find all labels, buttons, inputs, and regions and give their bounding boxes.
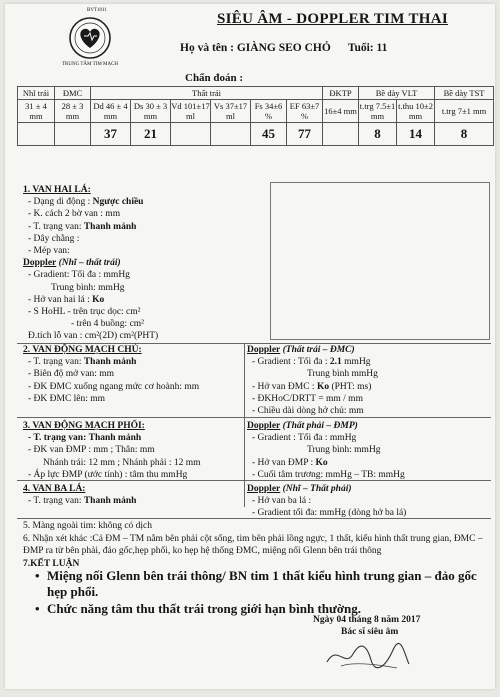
table-values-row [18,123,494,146]
section-title: 1. VAN HAI LÁ: [23,185,91,195]
norm-cell: Ds 30 ± 3 mm [131,100,171,123]
field-label: Trung bình: mmHg [307,445,381,456]
field-label: - Gradient: Tối đa : mmHg [28,270,130,281]
section-tricuspid [23,483,248,507]
header-cell: Nhĩ trái [18,87,55,100]
field-label: - ĐK ĐMC xuống ngang mức cơ hoành: mm [28,381,200,392]
logo-caption: TRUNG TÂM TIM MẠCH [61,62,119,67]
measurement-table [17,86,494,146]
field-value: Thanh mảnh [83,357,137,368]
field-label: - Hở van ĐMC : [252,381,315,392]
table-norm-row [18,100,494,123]
value-cell [18,123,55,146]
value-cell [55,123,91,146]
patient-line [180,42,387,54]
field-value: Thanh mảnh [88,433,142,444]
section-tricuspid-doppler [247,483,487,520]
conclusion-item: • Chức năng tâm thu thất trái trong giới hạn bình thường. [35,601,362,616]
section-title: 4. VAN BA LÁ: [23,484,86,494]
signature [323,638,413,674]
field-label: - Mép van: [28,246,70,257]
age-label: Tuổi: [347,42,374,54]
field-label: Nhánh trái: 12 mm ; Nhánh phải : 12 mm [43,457,201,468]
norm-cell: 31 ± 4 mm [18,100,55,123]
field-value: Thanh mảnh [83,496,137,507]
norm-cell: 28 ± 3 mm [55,100,91,123]
header-cell: Bề dày TST [435,87,494,100]
section-other [23,520,489,570]
header-cell: Thất trái [91,87,323,100]
conclusion-list [35,568,487,617]
field-label: - S HoHL - trên trục dọc: cm² [28,307,141,318]
value-cell: 21 [131,123,171,146]
norm-cell: Vs 37±17 ml [211,100,251,123]
diagnosis-label: Chẩn đoán : [185,72,244,84]
field-label: Trung bình: mmHg [51,282,125,293]
report-page [5,4,495,689]
field-label: - Gradient : Tối đa : mmHg [252,433,357,444]
field-value: Ko [315,457,328,468]
header-cell: ĐMC [55,87,91,100]
field-value: 2.1 [329,357,342,368]
report-title: SIÊU ÂM - DOPPLER TIM THAI [217,11,449,27]
doppler-subheading: (Nhĩ – thất trái) [58,258,121,269]
value-cell: 14 [397,123,435,146]
logo-code: BVT1011 [87,8,107,13]
field-label: - Cuối tâm trương: mmHg – TB: mmHg [252,469,405,480]
header-cell: ĐKTP [323,87,359,100]
section-title: 3. VAN ĐỘNG MẠCH PHỔI: [23,421,145,431]
section-title: 2. VAN ĐỘNG MẠCH CHỦ: [23,345,142,355]
norm-cell: Fs 34±6 % [251,100,287,123]
value-cell: 45 [251,123,287,146]
name-label: Họ và tên : [180,42,234,54]
norm-cell: t.trg 7.5±1 mm [359,101,396,121]
field-label: - Hở van ĐMP : [252,457,314,468]
field-unit: (PHT: ms) [331,381,372,392]
doppler-heading: Doppler [247,345,281,355]
value-cell [211,123,251,146]
doppler-subheading: (Nhĩ – Thất phải) [282,484,352,494]
field-label: - ĐK van ĐMP : mm ; Thân: mm [28,445,155,456]
field-label: - ĐKHoC/DRTT = mm / mm [252,393,363,404]
signer-label: Bác sĩ siêu âm [341,627,399,637]
field-value: Ngược chiều [92,197,144,208]
section-pulmonary [23,420,248,481]
doppler-subheading: (Thất phải – ĐMP) [282,421,358,431]
field-label: - trên 4 buồng: cm² [71,319,145,330]
field-label: - T. trạng van: [28,496,82,507]
field-label: - Dây chằng : [28,233,80,244]
field-label: - Dạng di động : [28,197,91,208]
doppler-heading: Doppler [23,258,57,269]
field-label: - Hở van ba lá : [252,496,312,507]
field-label: Trung bình mmHg [307,369,378,380]
value-cell: 8 [435,123,494,146]
field-label: - K. cách 2 bờ van : mm [28,209,121,220]
field-label: - T. trạng van: [28,433,87,444]
header-cell: Bề dày VLT [359,87,435,100]
field-value: Ko [316,381,330,392]
conclusion-title: 7.KẾT LUẬN [23,558,80,569]
field-label: - T. trạng van: [28,357,82,368]
value-cell [323,123,359,146]
field-label: - Gradient : Tối đa : [252,357,328,368]
field-label: - Áp lực ĐMP (ước tính) : tâm thu mmHg [28,469,188,480]
field-label: - Chiều dài dòng hở chủ: mm [252,406,364,417]
field-label: - Gradient tối đa: mmHg (dòng hở ba lá) [252,508,407,519]
norm-cell: 16±4 mm [323,100,359,123]
field-label: - T. trạng van: [28,221,82,232]
other-remarks: 6. Nhận xét khác :Cả ĐM – TM nằm bên phải cột sống, tim bên phải lồng ngực, 1 thất, kiểu hình thất trung gian, ĐMC – ĐMP ra từ bên phải, đảo gốc,hẹp phổi, ko hẹp hệ thống ĐMC, miệng nối Glenn bên trái thông [23,534,483,557]
doppler-heading: Doppler [247,421,281,431]
table-header-row [18,87,494,100]
norm-cell: Dd 46 ± 4 mm [91,100,131,123]
section-aortic [23,344,248,405]
pericardium-line: 5. Màng ngoài tim: không có dịch [23,521,153,531]
section-pulmonary-doppler [247,420,487,481]
value-cell: 37 [91,123,131,146]
field-value: Ko [92,294,105,305]
ultrasound-image-box [270,182,490,340]
value-cell: 77 [287,123,323,146]
field-label: - ĐK ĐMC lên: mm [28,393,106,404]
report-date: Ngày 04 tháng 8 năm 2017 [313,615,421,625]
doppler-subheading: (Thất trái – ĐMC) [282,345,355,355]
field-label: Đ.tích lỗ van : cm²(2D) cm²(PHT) [28,331,159,342]
age-value: 11 [376,42,388,54]
name-value: GIÀNG SEO CHỎ [236,42,331,54]
norm-cell: t.thu 10±2 mm [398,101,433,121]
value-cell [171,123,211,146]
norm-cell: t.trg 7±1 mm [435,100,494,123]
section-aortic-doppler [247,344,487,417]
doppler-heading: Doppler [247,484,281,494]
conclusion-item: • Miệng nối Glenn bên trái thông/ BN tim 1 thất kiểu hình trung gian – đảo gốc hẹp phổi. [35,568,477,599]
field-label: - Biên độ mở van: mm [28,369,115,380]
section-mitral [23,184,263,343]
field-label: - Hở van hai lá : [28,294,90,305]
value-cell: 8 [359,123,397,146]
norm-cell: Vd 101±17 ml [171,101,210,121]
field-unit: mmHg [344,357,371,368]
norm-cell: EF 63±7 % [287,100,323,123]
field-value: Thanh mảnh [83,221,137,232]
